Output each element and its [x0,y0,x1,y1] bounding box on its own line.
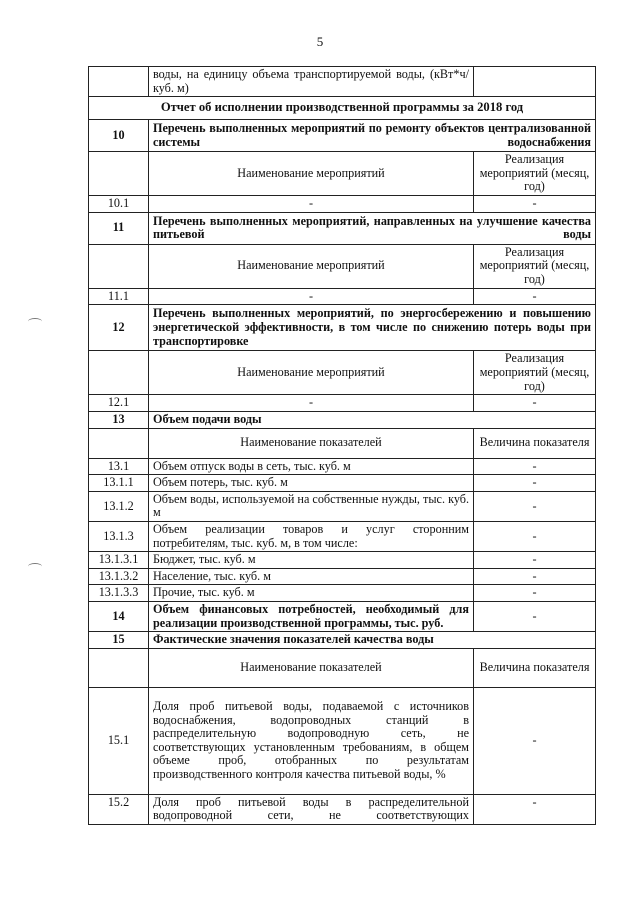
row-value: - [474,552,596,569]
row-number: 12.1 [89,395,149,412]
row-name: - [149,395,474,412]
table-row [89,288,596,305]
row-number: 10.1 [89,196,149,213]
row-name: Объем отпуск воды в сеть, тыс. куб. м [149,458,474,475]
row-value: - [474,568,596,585]
row-number: 13.1.3.2 [89,568,149,585]
table-row [89,687,596,794]
section-header-13 [89,411,596,428]
column-header-name: Наименование показателей [149,648,474,687]
row-name: - [149,288,474,305]
section-title: Перечень выполненных мероприятий, направленных на улучшение качества питьевой воды [149,212,596,244]
section-title: Перечень выполненных мероприятий, по энергосбережению и повышению энергетической эффективности, в том числе по снижению потерь воды при транспортировке [149,305,596,351]
section-number: 14 [89,601,149,631]
page-number: 5 [316,34,324,49]
section-title: Объем финансовых потребностей, необходимый для реализации производственной программы, тыс. руб. [149,601,474,631]
table-row [89,67,596,97]
column-header-row [89,648,596,687]
column-header-row [89,152,596,196]
margin-mark [28,318,42,325]
section-title: Объем подачи воды [149,411,596,428]
report-title-row [89,97,596,120]
row-name: Объем потерь, тыс. куб. м [149,475,474,492]
row-number: 15.2 [89,794,149,824]
report-title: Отчет об исполнении производственной программы за 2018 год [89,97,596,120]
row-value: - [474,458,596,475]
table-row [89,395,596,412]
column-header-value: Реализация мероприятий (месяц, год) [474,152,596,196]
column-header-value: Реализация мероприятий (месяц, год) [474,351,596,395]
row-number: 13.1.2 [89,491,149,521]
row-name: Доля проб питьевой воды, подаваемой с источников водоснабжения, водопроводных станций в распределительную водопроводную сеть, не соответствующих установленным требованиям, в общем объеме проб, отобранных по результатам производственного контроля качества питьевой воды, % [149,687,474,794]
column-header-name: Наименование показателей [149,428,474,458]
column-header-row [89,428,596,458]
column-header-name: Наименование мероприятий [149,351,474,395]
row-number: 11.1 [89,288,149,305]
section-number: 13 [89,411,149,428]
section-title: Фактические значения показателей качества воды [149,632,596,649]
row-name: - [149,196,474,213]
section-number: 15 [89,632,149,649]
row-number: 15.1 [89,687,149,794]
column-header-name: Наименование мероприятий [149,152,474,196]
row-name: Бюджет, тыс. куб. м [149,552,474,569]
table-row [89,521,596,551]
row-value: - [474,521,596,551]
table-row [89,568,596,585]
table-row [89,196,596,213]
section-header-11 [89,212,596,244]
row-value: - [474,196,596,213]
section-title: Перечень выполненных мероприятий по ремонту объектов централизованной системы водоснабжения [149,120,596,152]
row-number: 13.1 [89,458,149,475]
row-value: - [474,794,596,824]
column-header-name: Наименование мероприятий [149,244,474,288]
section-header-14 [89,601,596,631]
row-name: Объем воды, используемой на собственные нужды, тыс. куб. м [149,491,474,521]
column-header-value: Величина показателя [474,428,596,458]
row-value: - [474,601,596,631]
section-number: 12 [89,305,149,351]
report-table [88,66,596,825]
row-number: 13.1.1 [89,475,149,492]
section-number: 10 [89,120,149,152]
row-value: - [474,687,596,794]
table-row [89,491,596,521]
row-name: Население, тыс. куб. м [149,568,474,585]
row-name: Объем реализации товаров и услуг сторонним потребителям, тыс. куб. м, в том числе: [149,521,474,551]
section-header-15 [89,632,596,649]
table-row [89,585,596,602]
row-value: - [474,288,596,305]
row-value: - [474,585,596,602]
row-number: 13.1.3.3 [89,585,149,602]
section-header-10 [89,120,596,152]
row-value: - [474,475,596,492]
table-row [89,552,596,569]
section-header-12 [89,305,596,351]
margin-mark [28,563,42,570]
table-row [89,475,596,492]
row-name: Прочие, тыс. куб. м [149,585,474,602]
column-header-value: Реализация мероприятий (месяц, год) [474,244,596,288]
row-value: - [474,491,596,521]
column-header-row [89,351,596,395]
row-name: Доля проб питьевой воды в распределительной водопроводной сети, не соответствующих [149,794,474,824]
row-text: воды, на единицу объема транспортируемой воды, (кВт*ч/куб. м) [149,67,474,97]
table-row [89,458,596,475]
table-row [89,794,596,824]
column-header-row [89,244,596,288]
column-header-value: Величина показателя [474,648,596,687]
row-value: - [474,395,596,412]
row-number: 13.1.3.1 [89,552,149,569]
section-number: 11 [89,212,149,244]
row-number: 13.1.3 [89,521,149,551]
